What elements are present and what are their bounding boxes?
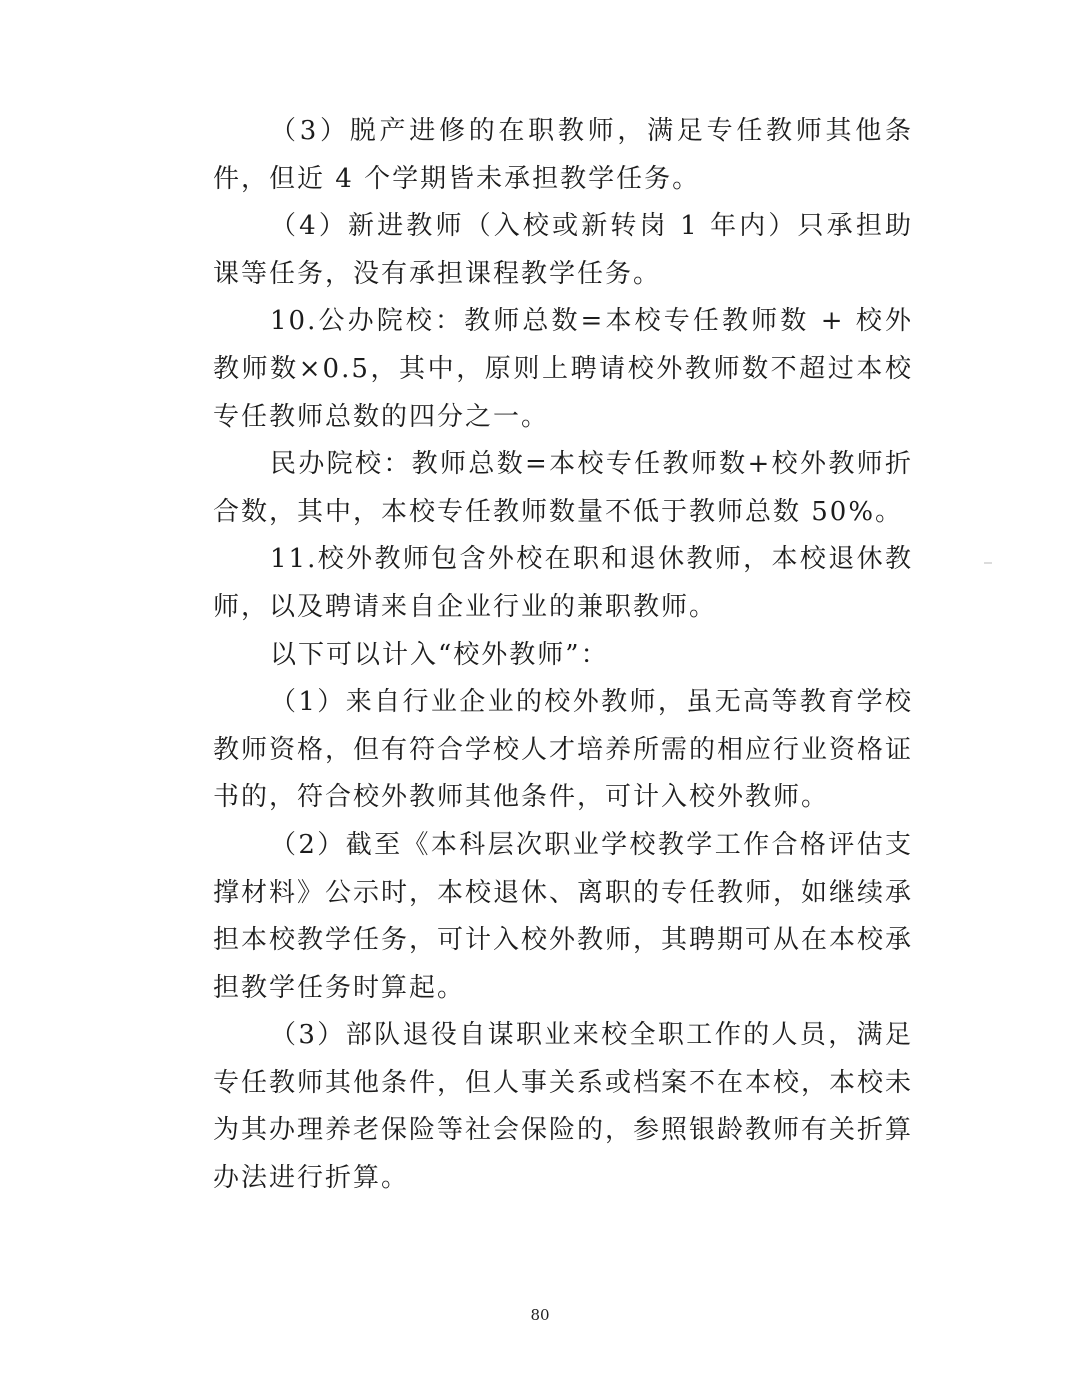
scan-artifact [984,562,992,564]
paragraph-item-3-veterans: （3）部队退役自谋职业来校全职工作的人员，满足专任教师其他条件，但人事关系或档案不在本校，本校未为其办理养老保险等社会保险的，参照银龄教师有关折算办法进行折算。 [213,1020,914,1194]
paragraph-item-4-new-teachers: （4）新进教师（入校或新转岗 1 年内）只承担助课等任务，没有承担课程教学任务。 [213,211,913,289]
paragraph-item-3-study-leave: （3）脱产进修的在职教师，满足专任教师其他条件，但近 4 个学期皆未承担教学任务。 [213,116,913,194]
paragraph-item-2-retired: （2）截至《本科层次职业学校教学工作合格评估支撑材料》公示时，本校退休、离职的专任教师，如继续承担本校教学任务，可计入校外教师，其聘期可从在本校承担教学任务时算起。 [213,829,914,1003]
page-number: 80 [530,1306,550,1324]
paragraph-item-1-industry: （1）来自行业企业的校外教师，虽无高等教育学校教师资格，但有符合学校人才培养所需的相应行业资格证书的，符合校外教师其他条件，可计入校外教师。 [213,687,914,813]
body-text [213,108,913,1203]
paragraph-countable-intro: 以下可以计入“校外教师”： [270,639,609,670]
paragraph-10-public-schools: 10.公办院校：教师总数=本校专任教师数 + 校外教师数×0.5，其中，原则上聘请校外教师数不超过本校专任教师总数的四分之一。 [213,306,913,432]
paragraph-private-schools: 民办院校：教师总数=本校专任教师数+校外教师折合数，其中，本校专任教师数量不低于教师总数 50%。 [213,449,913,527]
paragraph-11-external-teachers: 11.校外教师包含外校在职和退休教师，本校退休教师，以及聘请来自企业行业的兼职教师。 [213,544,913,622]
